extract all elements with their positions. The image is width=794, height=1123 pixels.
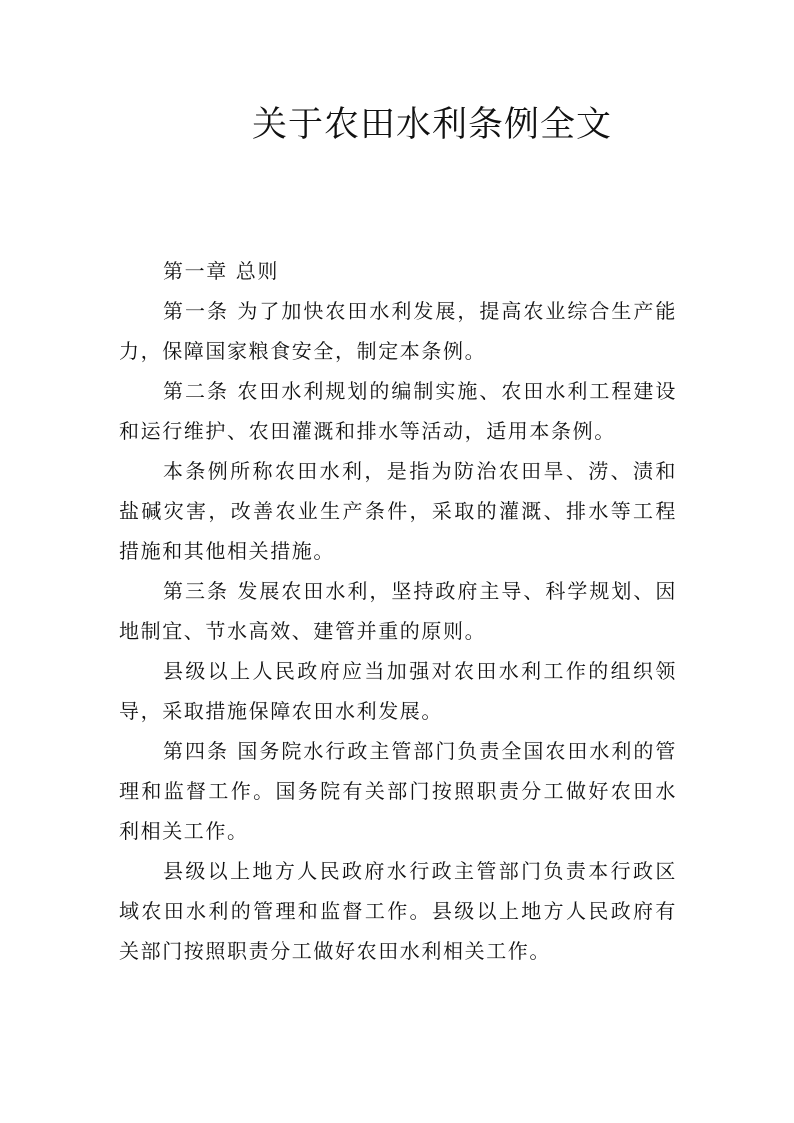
document-title: 关于农田水利条例全文 [251, 105, 612, 145]
article-4-paragraph: 第四条 国务院水行政主管部门负责全国农田水利的管理和监督工作。国务院有关部门按照职责分工做好农田水利相关工作。 [119, 739, 677, 843]
article-2-paragraph: 第二条 农田水利规划的编制实施、农田水利工程建设和运行维护、农田灌溉和排水等活动，适用本条例。 [119, 379, 677, 443]
article-3-second-paragraph: 县级以上人民政府应当加强对农田水利工作的组织领导，采取措施保障农田水利发展。 [119, 659, 677, 723]
chapter-heading: 第一章 总则 [163, 259, 279, 283]
article-1-paragraph: 第一条 为了加快农田水利发展，提高农业综合生产能力，保障国家粮食安全，制定本条例。 [119, 299, 677, 363]
article-2-definition-paragraph: 本条例所称农田水利，是指为防治农田旱、涝、渍和盐碱灾害，改善农业生产条件，采取的灌溉、排水等工程措施和其他相关措施。 [119, 459, 677, 563]
article-3-paragraph: 第三条 发展农田水利，坚持政府主导、科学规划、因地制宜、节水高效、建管并重的原则。 [119, 579, 677, 643]
article-4-second-paragraph: 县级以上地方人民政府水行政主管部门负责本行政区域农田水利的管理和监督工作。县级以上地方人民政府有关部门按照职责分工做好农田水利相关工作。 [119, 859, 677, 963]
document-body [119, 251, 677, 971]
